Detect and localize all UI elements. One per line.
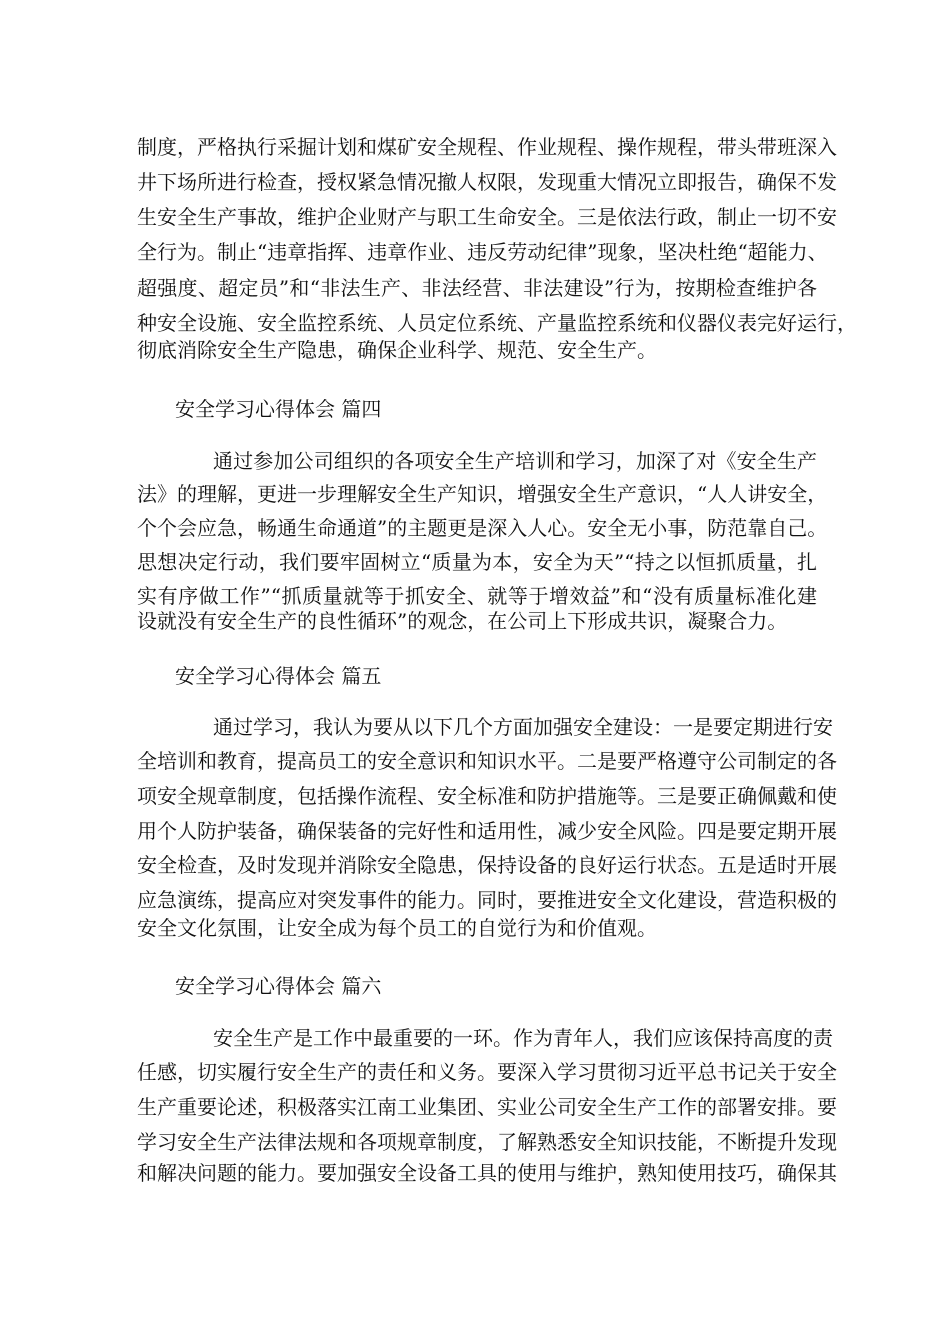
text-line: 井下场所进行检查，授权紧急情况撤人权限，发现重大情况立即报告，确保不发 (137, 170, 837, 194)
text-line: 设就没有安全生产的良性循环”的观念，在公司上下形成共识，凝聚合力。 (137, 609, 788, 633)
text-line: 安全文化氛围，让安全成为每个员工的自觉行为和价值观。 (137, 916, 657, 940)
text-line: 用个人防护装备，确保装备的完好性和适用性，减少安全风险。四是要定期开展 (137, 819, 837, 843)
text-line: 任感，切实履行安全生产的责任和义务。要深入学习贯彻习近平总书记关于安全 (137, 1060, 837, 1084)
text-line: 安全检查，及时发现并消除安全隐患，保持设备的良好运行状态。五是适时开展 (137, 853, 837, 877)
text-line: 应急演练，提高应对突发事件的能力。同时，要推进安全文化建设，营造积极的 (137, 888, 837, 912)
text-line: 实有序做工作”“抓质量就等于抓安全、就等于增效益”和“没有质量标准化建 (137, 584, 817, 608)
text-line: 全培训和教育，提高员工的安全意识和知识水平。二是要严格遵守公司制定的各 (137, 749, 837, 773)
text-line: 制度，严格执行采掘计划和煤矿安全规程、作业规程、操作规程，带头带班深入 (137, 135, 837, 159)
section-heading-6: 安全学习心得体会 篇六 (175, 974, 382, 998)
text-line: 全行为。制止“违章指挥、违章作业、违反劳动纪律”现象，坚决杜绝“超能力、 (137, 240, 828, 264)
text-line: 思想决定行动，我们要牢固树立“质量为本，安全为天”“持之以恒抓质量，扎 (137, 550, 817, 574)
text-line: 生产重要论述，积极落实江南工业集团、实业公司安全生产工作的部署安排。要 (137, 1095, 837, 1119)
text-line: 通过参加公司组织的各项安全生产培训和学习，加深了对《安全生产 (213, 449, 817, 473)
text-line: 安全生产是工作中最重要的一环。作为青年人，我们应该保持高度的责 (213, 1026, 833, 1050)
text-line: 彻底消除安全生产隐患，确保企业科学、规范、安全生产。 (137, 338, 657, 362)
text-line: 法》的理解，更进一步理解安全生产知识，增强安全生产意识，“人人讲安全， (137, 482, 828, 506)
text-line: 项安全规章制度，包括操作流程、安全标准和防护措施等。三是要正确佩戴和使 (137, 784, 837, 808)
text-line: 超强度、超定员”和“非法生产、非法经营、非法建设”行为，按期检查维护各 (137, 276, 817, 300)
text-line: 和解决问题的能力。要加强安全设备工具的使用与维护，熟知使用技巧，确保其 (137, 1161, 837, 1185)
text-line: 学习安全生产法律法规和各项规章制度，了解熟悉安全知识技能，不断提升发现 (137, 1130, 837, 1154)
text-line: 通过学习，我认为要从以下几个方面加强安全建设：一是要定期进行安 (213, 715, 833, 739)
text-line: 个个会应急，畅通生命通道”的主题更是深入人心。安全无小事，防范靠自己。 (137, 516, 828, 540)
section-heading-4: 安全学习心得体会 篇四 (175, 397, 382, 421)
text-line: 生安全生产事故，维护企业财产与职工生命安全。三是依法行政，制止一切不安 (137, 205, 837, 229)
text-line: 种安全设施、安全监控系统、人员定位系统、产量监控系统和仪器仪表完好运行， (137, 311, 857, 335)
section-heading-5: 安全学习心得体会 篇五 (175, 664, 382, 688)
